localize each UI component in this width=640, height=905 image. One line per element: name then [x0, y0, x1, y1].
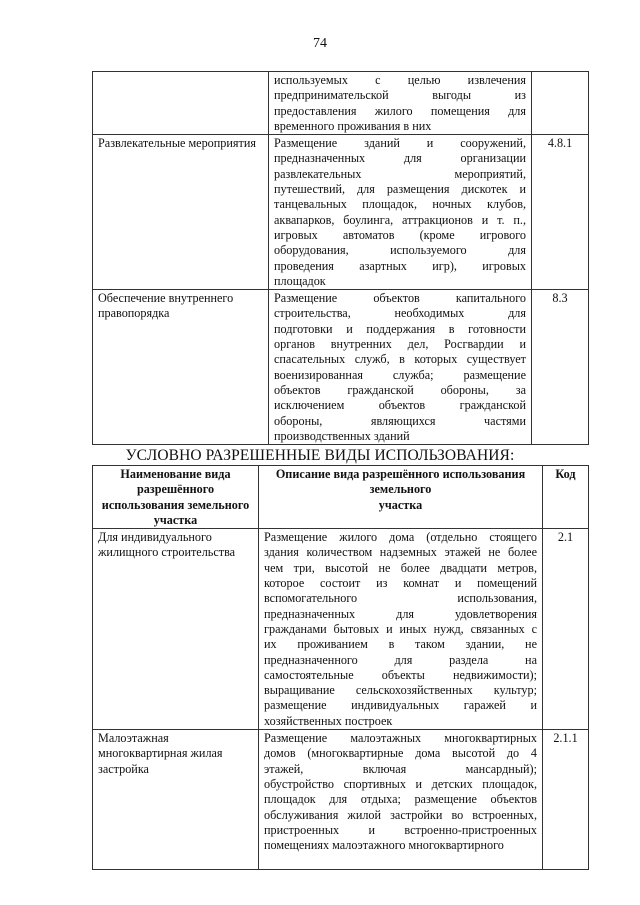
description-line: органов внутренних дел, Росгвардии и: [274, 337, 526, 352]
description-line: которое состоит из комнат и помещений: [264, 576, 537, 591]
description-line: предназначенных для удовлетворения: [264, 606, 537, 621]
table-body: [93, 72, 589, 445]
conditional-land-use-table: [92, 465, 589, 870]
description-line: помещениях малоэтажного многоквартирного: [264, 838, 504, 853]
description-line: вспомогательного использования,: [264, 591, 537, 606]
table-body: [93, 529, 589, 870]
description-line: Размещение жилого дома (отдельно стоящего: [264, 530, 537, 545]
description-line: проведения азартных игр), игровых: [274, 258, 526, 273]
land-use-description: [269, 290, 532, 445]
description-line: этажей, включая мансардный);: [264, 761, 537, 776]
table-row: [93, 529, 589, 730]
description-line: подготовки и поддержания в готовности: [274, 321, 526, 336]
land-use-description: [259, 730, 543, 870]
description-line: развлекательных мероприятий,: [274, 166, 526, 181]
description-line: гражданами бытовых и иных нужд, связанных с: [264, 621, 537, 636]
land-use-code: 2.1: [543, 529, 589, 730]
header-description-line: Описание вида разрешённого использования: [275, 467, 526, 481]
header-code: Код: [543, 466, 589, 529]
header-row: [93, 466, 589, 529]
description-line: оборудования, используемого для: [274, 243, 526, 258]
description-line: используемых с целью извлечения: [274, 73, 526, 87]
description-line: выращивание сельскохозяйственных культур;: [264, 683, 537, 698]
description-line: обороны, являющихся частями: [274, 413, 526, 428]
description-line: предпринимательской выгоды из: [274, 88, 526, 103]
land-use-code: 8.3: [532, 290, 589, 445]
description-line: строительства, необходимых для: [274, 306, 526, 321]
description-line: аквапарков, боулинга, аттракционов и т. п.,: [274, 212, 526, 227]
description-line: объектов гражданской обороны, за: [274, 382, 526, 397]
table-row: [93, 730, 589, 870]
land-use-description: [259, 529, 543, 730]
description-line: площадок: [274, 273, 326, 288]
table-header: [93, 466, 589, 529]
description-line: здания количеством надземных этажей не более: [264, 545, 537, 560]
land-use-description: [269, 72, 532, 135]
description-line: предоставления жилого помещения для: [274, 103, 526, 118]
description-line: обслуживания жилой застройки во встроенных,: [264, 807, 537, 822]
description-line: предназначенного для раздела на: [264, 652, 537, 667]
description-line: Размещение зданий и сооружений,: [274, 136, 526, 151]
description-line: размещение индивидуальных гаражей и: [264, 698, 537, 713]
land-use-name: Обеспечение внутреннего правопорядка: [93, 290, 269, 445]
description-line: Размещение малоэтажных многоквартирных: [264, 731, 537, 746]
header-name: Наименование вида разрешённого использования земельного участка: [93, 466, 259, 529]
description-line: площадок для отдыха; размещение объектов: [264, 792, 537, 807]
description-line: танцевальных площадок, ночных клубов,: [274, 197, 526, 212]
table-row: [93, 135, 589, 290]
description-line: производственных зданий: [274, 428, 410, 443]
description-line: самостоятельные объекты недвижимости);: [264, 667, 537, 682]
description-line: обустройство спортивных и детских площадок,: [264, 776, 537, 791]
land-use-code: 2.1.1: [543, 730, 589, 870]
description-line: спасательных служб, в которых существует: [274, 352, 526, 367]
description-line: домов (многоквартирные дома высотой до 4: [264, 746, 537, 761]
land-use-name: Развлекательные мероприятия: [93, 135, 269, 290]
table-row: [93, 72, 589, 135]
description-line: хозяйственных построек: [264, 713, 393, 728]
land-use-description: [269, 135, 532, 290]
land-use-name: Малоэтажная многоквартирная жилая застройка: [93, 730, 259, 870]
header-description: [259, 466, 543, 529]
description-line: исключением объектов гражданской: [274, 398, 526, 413]
description-line: пристроенных и встроенно-пристроенных: [264, 822, 537, 837]
page-number: 74: [313, 36, 327, 51]
land-use-code: [532, 72, 589, 135]
land-use-name: Для индивидуального жилищного строительства: [93, 529, 259, 730]
section-heading: УСЛОВНО РАЗРЕШЕННЫЕ ВИДЫ ИСПОЛЬЗОВАНИЯ:: [125, 447, 515, 464]
table-row: [93, 290, 589, 445]
header-description-line: участка: [378, 497, 423, 512]
description-line: чем три, высотой не более двадцати метров,: [264, 560, 537, 575]
description-line: предназначенных для организации: [274, 151, 526, 166]
land-use-table-continued: [92, 71, 589, 445]
description-line: путешествий, для размещения дискотек и: [274, 182, 526, 197]
description-line: Размещение объектов капитального: [274, 291, 526, 306]
description-line: их проживанием в таком здании, не: [264, 637, 537, 652]
land-use-name: [93, 72, 269, 135]
description-line: военизированная служба; размещение: [274, 367, 526, 382]
header-description-line: земельного: [369, 482, 432, 497]
description-line: игровых автоматов (кроме игрового: [274, 227, 526, 242]
land-use-code: 4.8.1: [532, 135, 589, 290]
description-line: временного проживания в них: [274, 118, 432, 133]
